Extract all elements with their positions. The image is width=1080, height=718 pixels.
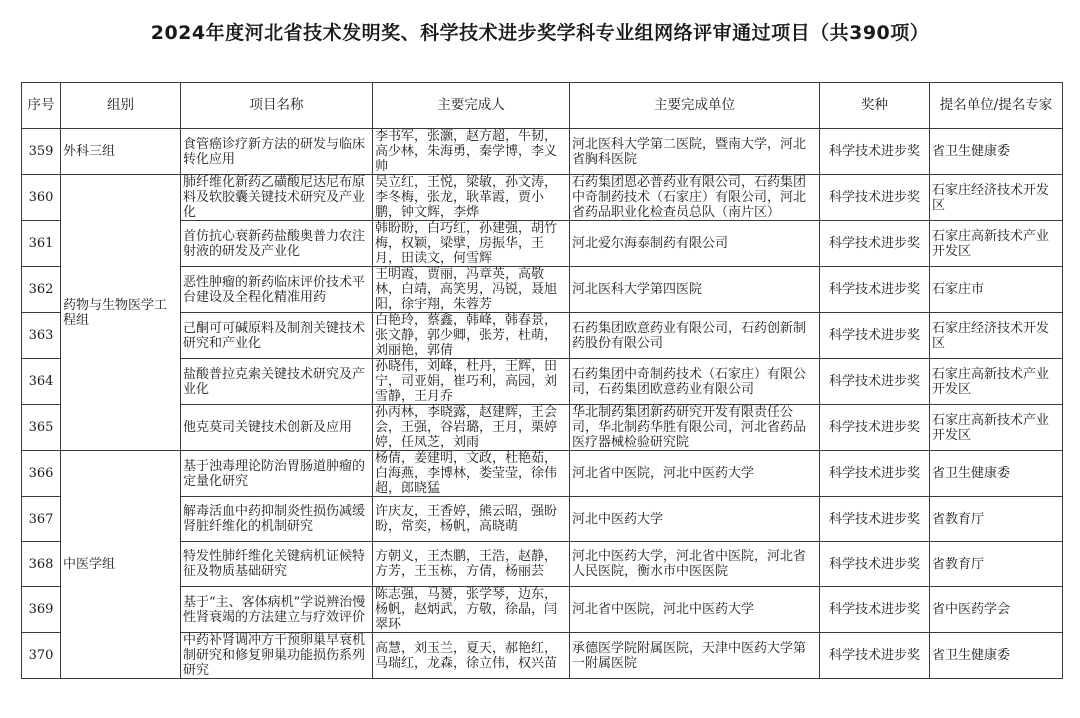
award-type: 科学技术进步奖 (820, 497, 930, 542)
award-type: 科学技术进步奖 (820, 221, 930, 267)
main-persons: 孙丙林，李晓露，赵建辉，王会会，王强，谷岩璐，王月，栗婷婷，任凤芝，刘雨 (373, 405, 570, 451)
header-units: 主要完成单位 (570, 83, 820, 129)
header-award: 奖种 (820, 83, 930, 129)
project-name: 肺纤维化新药乙磺酸尼达尼布原料及软胶囊关键技术研究及产业化 (181, 175, 373, 221)
main-units: 河北医科大学第二医院，暨南大学，河北省胸科医院 (570, 129, 820, 175)
main-persons: 陈志强，马赟，张学琴，边东，杨帆，赵炳武，方敬，徐晶，闫翠环 (373, 587, 570, 633)
header-group: 组别 (61, 83, 181, 129)
project-name: 特发性肺纤维化关键病机证候特征及物质基础研究 (181, 542, 373, 587)
row-num: 367 (22, 497, 61, 542)
main-units: 石药集团欧意药业有限公司，石药创新制药股份有限公司 (570, 313, 820, 359)
main-persons: 白艳玲，蔡鑫，韩峰，韩春景，张文静，郭少卿，张芳，杜萌，刘丽艳，郭倩 (373, 313, 570, 359)
nominator: 省中医药学会 (930, 587, 1063, 633)
awards-table (21, 82, 1063, 679)
award-type: 科学技术进步奖 (820, 129, 930, 175)
nominator: 省教育厅 (930, 497, 1063, 542)
project-name: 基于“主、客体病机”学说辨治慢性肾衰竭的方法建立与疗效评价 (181, 587, 373, 633)
main-persons: 孙晓伟，刘峰，杜丹，王辉，田宁，司亚娟，崔巧利，高园，刘雪静，王月乔 (373, 359, 570, 405)
project-name: 基于浊毒理论防治胃肠道肿瘤的定量化研究 (181, 451, 373, 497)
project-name: 首仿抗心衰新药盐酸奥普力农注射液的研发及产业化 (181, 221, 373, 267)
group-cell: 中医学组 (61, 451, 181, 679)
project-name: 盐酸普拉克索关键技术研究及产业化 (181, 359, 373, 405)
table-row (22, 129, 1063, 175)
nominator: 石家庄高新技术产业开发区 (930, 405, 1063, 451)
main-units: 石药集团恩必普药业有限公司，石药集团中奇制药技术（石家庄）有限公司，河北省药品职业化检查员总队（南片区） (570, 175, 820, 221)
row-num: 370 (22, 633, 61, 679)
header-num: 序号 (22, 83, 61, 129)
main-persons: 韩盼盼，白巧红，孙建强，胡竹梅，权颖，梁擘，房振华，王月，田读文，何雪辉 (373, 221, 570, 267)
row-num: 369 (22, 587, 61, 633)
main-persons: 杨倩，姜建明，文政，杜艳茹，白海燕，李博林，娄莹莹，徐伟超，郎晓猛 (373, 451, 570, 497)
row-num: 363 (22, 313, 61, 359)
award-type: 科学技术进步奖 (820, 313, 930, 359)
nominator: 石家庄高新技术产业开发区 (930, 359, 1063, 405)
nominator: 石家庄经济技术开发区 (930, 175, 1063, 221)
project-name: 他克莫司关键技术创新及应用 (181, 405, 373, 451)
row-num: 362 (22, 267, 61, 313)
award-type: 科学技术进步奖 (820, 405, 930, 451)
table-header-row (22, 83, 1063, 129)
main-units: 河北医科大学第四医院 (570, 267, 820, 313)
main-units: 石药集团中奇制药技术（石家庄）有限公司，石药集团欧意药业有限公司 (570, 359, 820, 405)
table-row (22, 175, 1063, 221)
main-persons: 许庆友，王香婷，熊云昭，强盼盼，常奕，杨帆，高晓萌 (373, 497, 570, 542)
table-row (22, 451, 1063, 497)
header-persons: 主要完成人 (373, 83, 570, 129)
award-type: 科学技术进步奖 (820, 267, 930, 313)
nominator: 石家庄经济技术开发区 (930, 313, 1063, 359)
row-num: 365 (22, 405, 61, 451)
row-num: 361 (22, 221, 61, 267)
row-num: 360 (22, 175, 61, 221)
nominator: 石家庄市 (930, 267, 1063, 313)
header-nominator: 提名单位/提名专家 (930, 83, 1063, 129)
main-units: 河北省中医院，河北中医药大学 (570, 587, 820, 633)
page-title: 2024年度河北省技术发明奖、科学技术进步奖学科专业组网络评审通过项目（共390项） (150, 22, 930, 44)
row-num: 368 (22, 542, 61, 587)
award-type: 科学技术进步奖 (820, 359, 930, 405)
main-persons: 方朝义，王杰鹏，王浩，赵静，方芳，王玉栋，方倩，杨丽芸 (373, 542, 570, 587)
main-persons: 王明霞，贾丽，冯章英，高敬林，白靖，高笑男，冯锐，聂旭阳，徐宇翔，朱蓉芳 (373, 267, 570, 313)
header-name: 项目名称 (181, 83, 373, 129)
main-units: 河北中医药大学 (570, 497, 820, 542)
award-type: 科学技术进步奖 (820, 633, 930, 679)
row-num: 366 (22, 451, 61, 497)
project-name: 中药补肾调冲方干预卵巢早衰机制研究和修复卵巢功能损伤系列研究 (181, 633, 373, 679)
main-units: 华北制药集团新药研究开发有限责任公司，华北制药华胜有限公司，河北省药品医疗器械检验研究院 (570, 405, 820, 451)
main-persons: 高慧，刘玉兰，夏天，郝艳红，马瑞红，龙森，徐立伟，权兴苗 (373, 633, 570, 679)
project-name: 解毒活血中药抑制炎性损伤减缓肾脏纤维化的机制研究 (181, 497, 373, 542)
nominator: 省卫生健康委 (930, 451, 1063, 497)
project-name: 食管癌诊疗新方法的研发与临床转化应用 (181, 129, 373, 175)
award-type: 科学技术进步奖 (820, 587, 930, 633)
project-name: 恶性肿瘤的新药临床评价技术平台建设及全程化精准用药 (181, 267, 373, 313)
nominator: 省教育厅 (930, 542, 1063, 587)
main-units: 河北省中医院，河北中医药大学 (570, 451, 820, 497)
nominator: 省卫生健康委 (930, 633, 1063, 679)
award-type: 科学技术进步奖 (820, 542, 930, 587)
nominator: 石家庄高新技术产业开发区 (930, 221, 1063, 267)
row-num: 364 (22, 359, 61, 405)
award-type: 科学技术进步奖 (820, 451, 930, 497)
main-units: 河北爱尔海泰制药有限公司 (570, 221, 820, 267)
main-persons: 吴立红，王悦，梁敏，孙文涛，李冬梅，张龙，耿革霞，贾小鹏，钟文辉，李烨 (373, 175, 570, 221)
group-cell: 药物与生物医学工程组 (61, 175, 181, 451)
main-persons: 李书军，张灏，赵方超，牛韧，高少林，朱海勇，秦学博，李义帅 (373, 129, 570, 175)
nominator: 省卫生健康委 (930, 129, 1063, 175)
row-num: 359 (22, 129, 61, 175)
main-units: 河北中医药大学，河北省中医院，河北省人民医院，衡水市中医医院 (570, 542, 820, 587)
project-name: 己酮可可碱原料及制剂关键技术研究和产业化 (181, 313, 373, 359)
award-type: 科学技术进步奖 (820, 175, 930, 221)
group-cell: 外科三组 (61, 129, 181, 175)
main-units: 承德医学院附属医院，天津中医药大学第一附属医院 (570, 633, 820, 679)
